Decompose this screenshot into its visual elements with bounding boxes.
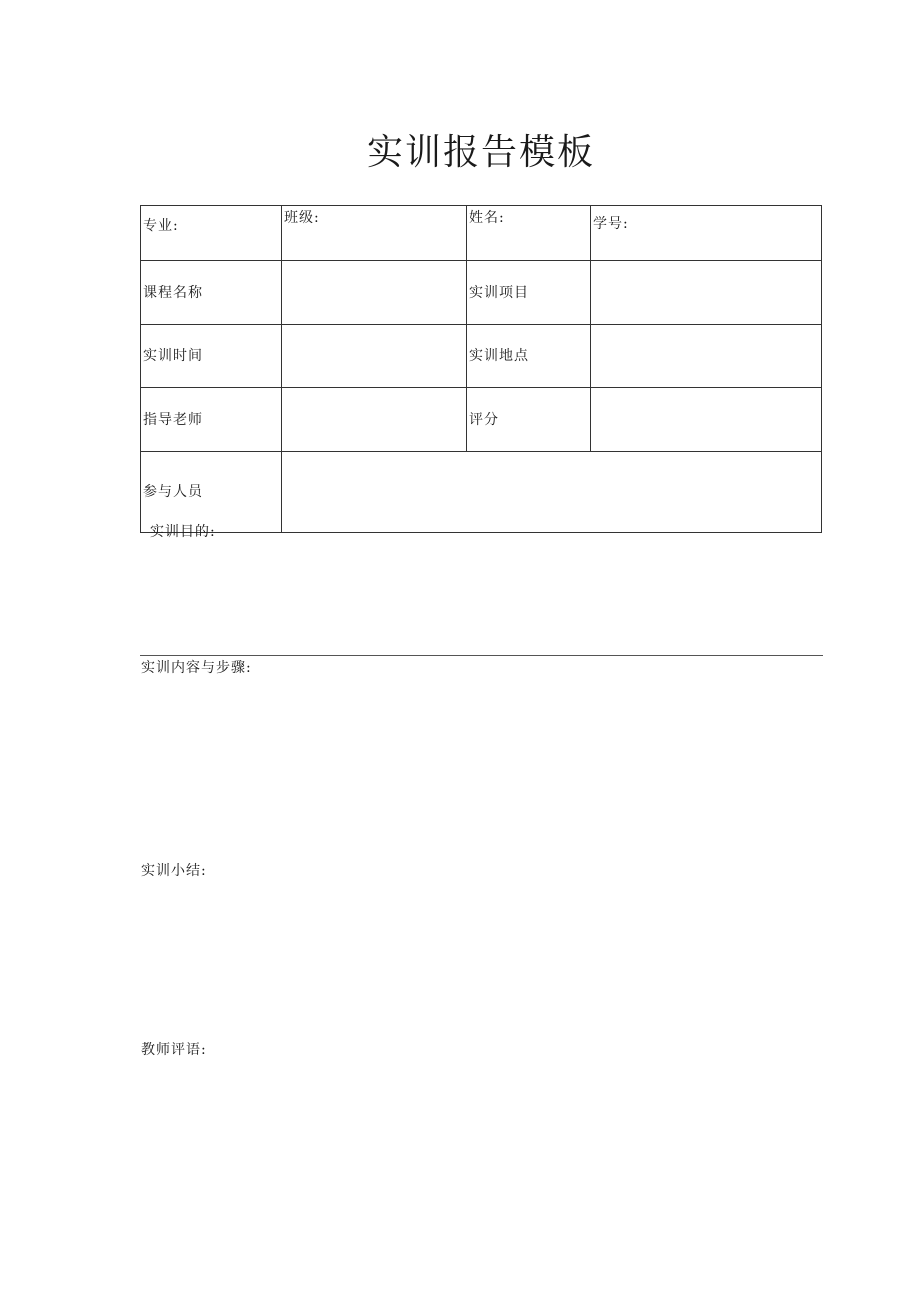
time-label: 实训时间	[141, 325, 282, 388]
location-field[interactable]	[591, 325, 822, 388]
location-label: 实训地点	[467, 325, 591, 388]
content-steps-label: 实训内容与步骤:	[141, 660, 252, 676]
table-row	[141, 452, 822, 533]
student-id-label: 学号:	[591, 206, 822, 261]
participants-field[interactable]	[282, 452, 822, 533]
course-name-field[interactable]	[282, 261, 467, 325]
score-label: 评分	[467, 388, 591, 452]
table-row	[141, 261, 822, 325]
class-label: 班级:	[282, 206, 467, 261]
project-label: 实训项目	[467, 261, 591, 325]
project-field[interactable]	[591, 261, 822, 325]
summary-label: 实训小结:	[141, 863, 207, 879]
divider	[140, 655, 823, 656]
table-row	[141, 325, 822, 388]
instructor-label: 指导老师	[141, 388, 282, 452]
table-row	[141, 206, 822, 261]
purpose-label: 实训目的:	[150, 524, 216, 540]
major-label: 专业:	[141, 206, 282, 261]
name-label: 姓名:	[467, 206, 591, 261]
info-table	[140, 205, 822, 533]
teacher-comment-label: 教师评语:	[141, 1042, 207, 1058]
page-title: 实训报告模板	[366, 132, 595, 173]
table-row	[141, 388, 822, 452]
score-field[interactable]	[591, 388, 822, 452]
participants-label: 参与人员	[141, 452, 282, 533]
time-field[interactable]	[282, 325, 467, 388]
instructor-field[interactable]	[282, 388, 467, 452]
course-name-label: 课程名称	[141, 261, 282, 325]
